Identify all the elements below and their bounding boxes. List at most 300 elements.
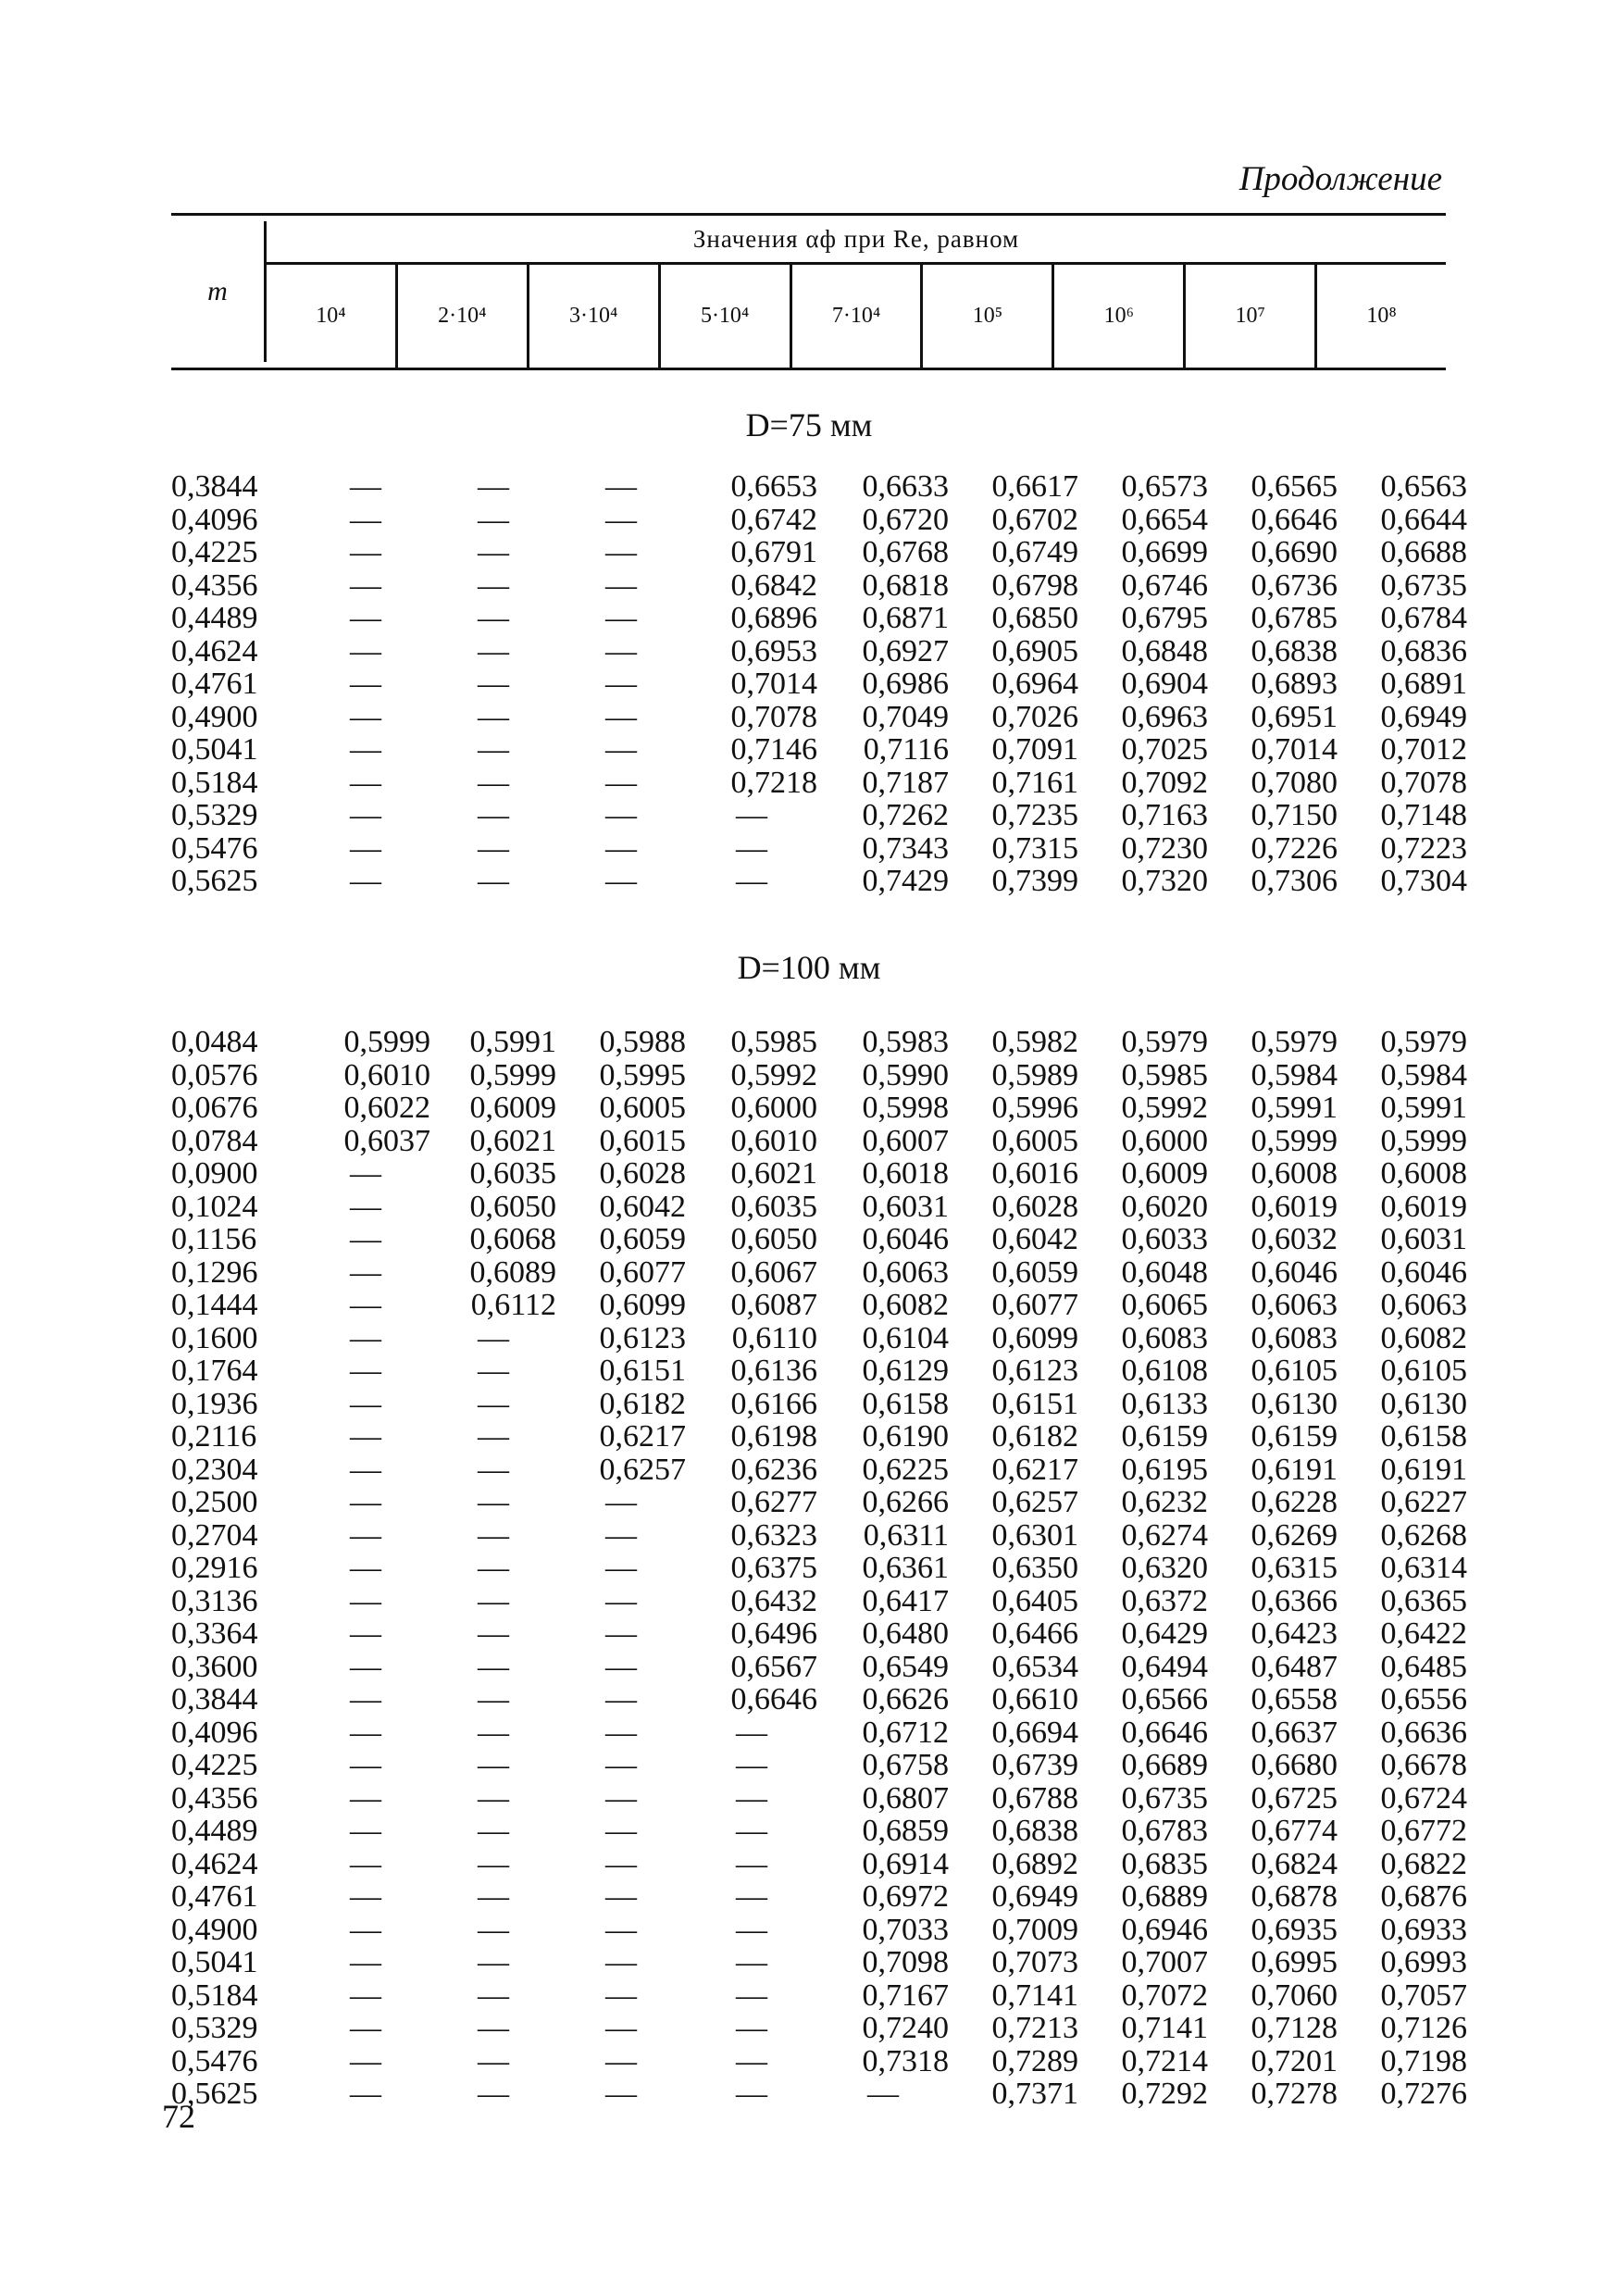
alpha-value: 0,5979 — [1121, 1025, 1208, 1059]
table-row — [171, 667, 1467, 701]
alpha-value: — — [736, 2011, 767, 2045]
alpha-value: 0,6904 — [1121, 667, 1208, 701]
alpha-value: — — [350, 1189, 381, 1224]
alpha-value: 0,6496 — [730, 1616, 817, 1651]
alpha-value: — — [605, 2077, 637, 2111]
alpha-value: 0,6236 — [730, 1452, 817, 1487]
alpha-value: 0,6850 — [991, 601, 1078, 635]
alpha-value: 0,6019 — [1380, 1189, 1467, 1224]
alpha-value: — — [478, 535, 509, 569]
alpha-value: 0,6063 — [1380, 1288, 1467, 1322]
alpha-value: 0,6963 — [1121, 699, 1208, 734]
table-row — [171, 1649, 1467, 1684]
alpha-value: — — [350, 1583, 381, 1618]
m-value: 0,3136 — [171, 1583, 258, 1618]
alpha-value: 0,5988 — [599, 1025, 686, 1059]
alpha-value: — — [605, 535, 637, 569]
alpha-value: 0,6422 — [1380, 1616, 1467, 1651]
alpha-value: 0,5991 — [1251, 1091, 1338, 1125]
alpha-value: 0,6020 — [1121, 1189, 1208, 1224]
alpha-value: 0,6065 — [1121, 1288, 1208, 1322]
alpha-value: — — [350, 633, 381, 668]
alpha-value: — — [605, 699, 637, 734]
alpha-value: 0,6059 — [991, 1254, 1078, 1290]
alpha-value: — — [605, 1649, 637, 1684]
alpha-value: 0,5992 — [1121, 1091, 1208, 1125]
alpha-value: 0,5999 — [343, 1025, 430, 1059]
alpha-value: 0,6009 — [469, 1091, 556, 1125]
alpha-value: 0,6009 — [1121, 1156, 1208, 1191]
m-column-header: m — [207, 276, 228, 306]
alpha-value: 0,6158 — [1380, 1419, 1467, 1454]
alpha-value: — — [605, 633, 637, 668]
alpha-value: — — [478, 1320, 509, 1355]
alpha-value: 0,6366 — [1251, 1583, 1338, 1618]
alpha-value: 0,7320 — [1121, 864, 1208, 898]
alpha-value: — — [605, 469, 637, 504]
alpha-value: 0,5989 — [991, 1057, 1078, 1092]
m-value: 0,4096 — [171, 1715, 258, 1750]
table-row — [171, 1025, 1467, 1059]
alpha-value: — — [350, 535, 381, 569]
alpha-value: — — [350, 1320, 381, 1355]
alpha-value: 0,7007 — [1121, 1945, 1208, 1979]
alpha-value: 0,7187 — [862, 765, 949, 800]
table-row — [171, 2011, 1467, 2045]
alpha-value: — — [350, 502, 381, 537]
alpha-value: — — [478, 2011, 509, 2045]
m-value: 0,5329 — [171, 798, 258, 832]
alpha-value: — — [478, 1846, 509, 1881]
alpha-value: 0,6232 — [1121, 1485, 1208, 1519]
alpha-value: 0,6010 — [343, 1057, 430, 1092]
alpha-value: — — [605, 732, 637, 767]
alpha-value: 0,5992 — [730, 1057, 817, 1092]
alpha-value: — — [478, 2043, 509, 2078]
alpha-value: — — [350, 1452, 381, 1487]
alpha-value: 0,6068 — [469, 1222, 556, 1256]
alpha-value: 0,6227 — [1380, 1485, 1467, 1519]
alpha-value: 0,6133 — [1121, 1386, 1208, 1421]
alpha-value: 0,6016 — [991, 1156, 1078, 1191]
alpha-value: 0,6083 — [1121, 1320, 1208, 1355]
re-column-headers — [267, 265, 1446, 368]
table-row — [171, 864, 1467, 898]
alpha-value: 0,6417 — [862, 1583, 949, 1618]
alpha-value: 0,6646 — [730, 1682, 817, 1716]
alpha-value: 0,7150 — [1251, 798, 1338, 832]
table-row — [171, 1879, 1467, 1914]
alpha-value: 0,6005 — [599, 1091, 686, 1125]
alpha-value: 0,6878 — [1251, 1879, 1338, 1914]
alpha-value: 0,6269 — [1251, 1517, 1338, 1553]
table-row — [171, 699, 1467, 734]
alpha-value: — — [350, 1551, 381, 1585]
alpha-value: — — [736, 1814, 767, 1848]
m-value: 0,4356 — [171, 1780, 258, 1816]
alpha-value: — — [478, 1682, 509, 1716]
alpha-value: 0,6905 — [991, 633, 1078, 668]
alpha-value: 0,6678 — [1380, 1748, 1467, 1782]
alpha-value: 0,6067 — [730, 1254, 817, 1290]
alpha-value: 0,6112 — [470, 1288, 556, 1322]
alpha-value: 0,6549 — [862, 1649, 949, 1684]
table-row — [171, 1354, 1467, 1388]
alpha-value: 0,6108 — [1121, 1354, 1208, 1388]
alpha-value: 0,6217 — [991, 1452, 1078, 1487]
alpha-value: — — [350, 2011, 381, 2045]
alpha-value: 0,6724 — [1380, 1780, 1467, 1816]
re-column-header: 10⁸ — [1314, 265, 1446, 368]
alpha-value: 0,6046 — [862, 1222, 949, 1256]
table-row — [171, 1452, 1467, 1487]
re-column-header: 10⁵ — [920, 265, 1052, 368]
alpha-value: 0,6636 — [1380, 1715, 1467, 1750]
alpha-value: — — [605, 1748, 637, 1782]
alpha-value: 0,6089 — [469, 1254, 556, 1290]
alpha-value: — — [605, 1945, 637, 1979]
alpha-value: 0,6466 — [991, 1616, 1078, 1651]
alpha-value: 0,6637 — [1251, 1715, 1338, 1750]
alpha-value: 0,6105 — [1251, 1354, 1338, 1388]
m-value: 0,0900 — [171, 1156, 258, 1191]
alpha-value: 0,6042 — [599, 1189, 686, 1224]
alpha-value: 0,6032 — [1251, 1222, 1338, 1256]
alpha-value: 0,6889 — [1121, 1879, 1208, 1914]
alpha-value: — — [350, 1386, 381, 1421]
alpha-value: 0,6610 — [991, 1682, 1078, 1716]
m-value: 0,4489 — [171, 601, 258, 635]
alpha-value: 0,5982 — [991, 1025, 1078, 1059]
alpha-value: 0,6191 — [1380, 1452, 1467, 1487]
alpha-value: 0,6953 — [730, 633, 817, 668]
alpha-value: — — [605, 2011, 637, 2045]
alpha-value: 0,6130 — [1251, 1386, 1338, 1421]
alpha-value: 0,6077 — [599, 1254, 686, 1290]
alpha-value: — — [478, 1551, 509, 1585]
alpha-value: 0,7060 — [1251, 1978, 1338, 2013]
alpha-value: 0,6822 — [1380, 1846, 1467, 1881]
alpha-value: 0,6784 — [1380, 601, 1467, 635]
table-row — [171, 568, 1467, 603]
m-value: 0,4096 — [171, 502, 258, 537]
alpha-value: — — [350, 1354, 381, 1388]
m-value: 0,2500 — [171, 1485, 258, 1519]
alpha-value: 0,6151 — [991, 1386, 1078, 1421]
alpha-value: 0,6993 — [1380, 1945, 1467, 1979]
m-value: 0,5041 — [171, 732, 258, 767]
alpha-value: — — [350, 830, 381, 866]
alpha-value: — — [867, 2077, 899, 2111]
alpha-value: 0,7057 — [1380, 1978, 1467, 2013]
alpha-value: 0,7014 — [1251, 732, 1338, 767]
alpha-value: 0,5983 — [862, 1025, 949, 1059]
alpha-value: 0,6042 — [991, 1222, 1078, 1256]
alpha-value: — — [478, 1485, 509, 1519]
table-row — [171, 1419, 1467, 1454]
alpha-value: 0,7080 — [1251, 765, 1338, 800]
alpha-value: 0,7128 — [1251, 2011, 1338, 2045]
table-row — [171, 1814, 1467, 1848]
alpha-value: — — [350, 1156, 381, 1191]
alpha-value: — — [736, 1780, 767, 1816]
table-header — [171, 213, 1446, 370]
alpha-value: 0,7026 — [991, 699, 1078, 734]
alpha-value: — — [478, 1354, 509, 1388]
m-value: 0,0484 — [171, 1025, 258, 1059]
alpha-value: — — [605, 1682, 637, 1716]
alpha-value: 0,7371 — [991, 2077, 1078, 2111]
alpha-value: 0,6159 — [1251, 1419, 1338, 1454]
alpha-value: 0,6788 — [991, 1780, 1078, 1816]
m-value: 0,5476 — [171, 2043, 258, 2078]
alpha-value: 0,6405 — [991, 1583, 1078, 1618]
alpha-value: — — [478, 2077, 509, 2111]
alpha-value: 0,6783 — [1121, 1814, 1208, 1848]
alpha-value: 0,5995 — [599, 1057, 686, 1092]
alpha-value: 0,6646 — [1251, 502, 1338, 537]
alpha-value: — — [350, 568, 381, 603]
alpha-value: 0,6104 — [862, 1320, 949, 1355]
alpha-value: 0,6350 — [991, 1551, 1078, 1585]
alpha-value: — — [478, 1912, 509, 1947]
alpha-value: — — [736, 1748, 767, 1782]
alpha-value: 0,5990 — [862, 1057, 949, 1092]
alpha-value: — — [605, 864, 637, 898]
m-value: 0,4489 — [171, 1814, 258, 1848]
m-value: 0,2704 — [171, 1517, 258, 1553]
alpha-value: 0,5984 — [1251, 1057, 1338, 1092]
alpha-value: 0,6087 — [730, 1288, 817, 1322]
alpha-value: — — [736, 798, 767, 832]
alpha-value: 0,6995 — [1251, 1945, 1338, 1979]
alpha-value: 0,6225 — [862, 1452, 949, 1487]
alpha-value: 0,6567 — [730, 1649, 817, 1684]
alpha-value: 0,6876 — [1380, 1879, 1467, 1914]
alpha-value: 0,6736 — [1251, 568, 1338, 603]
m-value: 0,4900 — [171, 699, 258, 734]
alpha-value: 0,6892 — [991, 1846, 1078, 1881]
alpha-value: — — [736, 1945, 767, 1979]
alpha-value: 0,6946 — [1121, 1912, 1208, 1947]
alpha-value: — — [605, 601, 637, 635]
alpha-value: 0,6768 — [862, 535, 949, 569]
table-row — [171, 830, 1467, 866]
m-value: 0,5041 — [171, 1945, 258, 1979]
table-row — [171, 1156, 1467, 1191]
table-row — [171, 798, 1467, 832]
alpha-value: — — [350, 1254, 381, 1290]
alpha-value: 0,7240 — [862, 2011, 949, 2045]
alpha-value: 0,6110 — [731, 1320, 817, 1355]
alpha-value: — — [350, 798, 381, 832]
alpha-value: 0,7201 — [1251, 2043, 1338, 2078]
m-value: 0,5476 — [171, 830, 258, 866]
alpha-value: 0,6018 — [862, 1156, 949, 1191]
m-value: 0,0576 — [171, 1057, 258, 1092]
alpha-value: 0,7318 — [862, 2043, 949, 2078]
alpha-value: 0,6842 — [730, 568, 817, 603]
alpha-value: 0,6720 — [862, 502, 949, 537]
m-value: 0,0676 — [171, 1091, 258, 1125]
alpha-value: 0,7033 — [862, 1912, 949, 1947]
alpha-value: 0,6749 — [991, 535, 1078, 569]
alpha-value: — — [478, 502, 509, 537]
alpha-value: 0,7343 — [862, 830, 949, 866]
alpha-value: 0,6021 — [469, 1123, 556, 1158]
alpha-value: 0,6266 — [862, 1485, 949, 1519]
alpha-value: 0,6848 — [1121, 633, 1208, 668]
alpha-value: 0,7429 — [862, 864, 949, 898]
alpha-value: 0,6136 — [730, 1354, 817, 1388]
alpha-value: 0,6859 — [862, 1814, 949, 1848]
alpha-value: — — [350, 1912, 381, 1947]
re-group-title: Значения αф при Re, равном — [267, 216, 1446, 265]
m-value: 0,4761 — [171, 1879, 258, 1914]
alpha-value: — — [736, 1912, 767, 1947]
alpha-value: — — [350, 1517, 381, 1553]
alpha-value: — — [478, 1386, 509, 1421]
alpha-value: 0,6566 — [1121, 1682, 1208, 1716]
alpha-value: — — [478, 633, 509, 668]
alpha-value: — — [478, 1945, 509, 1979]
alpha-value: 0,6158 — [862, 1386, 949, 1421]
alpha-value: 0,6191 — [1251, 1452, 1338, 1487]
alpha-value: 0,6735 — [1121, 1780, 1208, 1816]
alpha-value: — — [350, 601, 381, 635]
alpha-value: 0,6565 — [1251, 469, 1338, 504]
alpha-value: 0,6190 — [862, 1419, 949, 1454]
alpha-value: 0,7198 — [1380, 2043, 1467, 2078]
m-value: 0,5184 — [171, 765, 258, 800]
table-row — [171, 1091, 1467, 1125]
alpha-value: — — [736, 2043, 767, 2078]
alpha-value: 0,6617 — [991, 469, 1078, 504]
alpha-value: — — [478, 1649, 509, 1684]
alpha-value: 0,6927 — [862, 633, 949, 668]
alpha-value: — — [350, 2043, 381, 2078]
table-row — [171, 765, 1467, 800]
alpha-value: 0,5984 — [1380, 1057, 1467, 1092]
table-row — [171, 1912, 1467, 1947]
alpha-value: 0,6311 — [863, 1517, 949, 1553]
alpha-value: — — [605, 1485, 637, 1519]
alpha-value: — — [605, 1583, 637, 1618]
alpha-value: 0,6556 — [1380, 1682, 1467, 1716]
alpha-value: — — [350, 1616, 381, 1651]
alpha-value: 0,6774 — [1251, 1814, 1338, 1848]
alpha-value: 0,6712 — [862, 1715, 949, 1750]
alpha-value: 0,6033 — [1121, 1222, 1208, 1256]
alpha-value: 0,7167 — [862, 1978, 949, 2013]
alpha-value: 0,6758 — [862, 1748, 949, 1782]
table-row — [171, 2043, 1467, 2078]
alpha-value: 0,6689 — [1121, 1748, 1208, 1782]
alpha-value: 0,7214 — [1121, 2043, 1208, 2078]
m-value: 0,2304 — [171, 1452, 258, 1487]
alpha-value: 0,6838 — [1251, 633, 1338, 668]
alpha-value: 0,6694 — [991, 1715, 1078, 1750]
table-row — [171, 1386, 1467, 1421]
m-value: 0,4225 — [171, 535, 258, 569]
alpha-value: 0,6008 — [1380, 1156, 1467, 1191]
alpha-value: 0,6933 — [1380, 1912, 1467, 1947]
alpha-value: 0,7304 — [1380, 864, 1467, 898]
table-row — [171, 535, 1467, 569]
alpha-value: 0,6159 — [1121, 1419, 1208, 1454]
alpha-value: 0,6699 — [1121, 535, 1208, 569]
alpha-value: — — [350, 2077, 381, 2111]
m-value: 0,3600 — [171, 1649, 258, 1684]
alpha-value: 0,7078 — [1380, 765, 1467, 800]
alpha-value: — — [478, 1879, 509, 1914]
alpha-value: 0,6725 — [1251, 1780, 1338, 1816]
alpha-value: — — [605, 568, 637, 603]
alpha-value: 0,7025 — [1121, 732, 1208, 767]
alpha-value: 0,7141 — [1121, 2011, 1208, 2045]
alpha-value: 0,7014 — [730, 667, 817, 701]
alpha-value: — — [478, 1452, 509, 1487]
alpha-value: — — [350, 732, 381, 767]
alpha-value: — — [350, 765, 381, 800]
table-row — [171, 1846, 1467, 1881]
m-value: 0,5184 — [171, 1978, 258, 2013]
alpha-value: — — [736, 1978, 767, 2013]
alpha-value: 0,6105 — [1380, 1354, 1467, 1388]
re-column-header: 10⁶ — [1052, 265, 1183, 368]
table-row — [171, 732, 1467, 767]
alpha-value: 0,5999 — [469, 1057, 556, 1092]
alpha-value: 0,6824 — [1251, 1846, 1338, 1881]
alpha-value: 0,6182 — [599, 1386, 686, 1421]
alpha-value: 0,6082 — [1380, 1320, 1467, 1355]
alpha-value: 0,5999 — [1380, 1123, 1467, 1158]
m-value: 0,1444 — [171, 1288, 258, 1322]
alpha-value: 0,6048 — [1121, 1254, 1208, 1290]
alpha-value: 0,6077 — [991, 1288, 1078, 1322]
alpha-value: 0,6644 — [1380, 502, 1467, 537]
re-column-header: 3·10⁴ — [527, 265, 658, 368]
alpha-value: 0,6037 — [343, 1123, 430, 1158]
alpha-value: 0,6277 — [730, 1485, 817, 1519]
m-value: 0,4624 — [171, 633, 258, 668]
alpha-value: 0,6480 — [862, 1616, 949, 1651]
alpha-value: 0,6028 — [599, 1156, 686, 1191]
alpha-value: 0,6130 — [1380, 1386, 1467, 1421]
table-row — [171, 502, 1467, 537]
alpha-value: — — [605, 1517, 637, 1553]
alpha-value: 0,6182 — [991, 1419, 1078, 1454]
alpha-value: 0,6301 — [991, 1517, 1078, 1553]
alpha-value: — — [478, 699, 509, 734]
alpha-value: 0,7009 — [991, 1912, 1078, 1947]
alpha-value: 0,7226 — [1251, 830, 1338, 866]
alpha-value: 0,6795 — [1121, 601, 1208, 635]
alpha-value: 0,7218 — [730, 765, 817, 800]
alpha-value: 0,6791 — [730, 535, 817, 569]
alpha-value: 0,7092 — [1121, 765, 1208, 800]
re-column-header: 10⁴ — [316, 304, 346, 328]
m-value: 0,1936 — [171, 1386, 258, 1421]
alpha-value: 0,6314 — [1380, 1551, 1467, 1585]
alpha-value: 0,7049 — [862, 699, 949, 734]
table-row — [171, 633, 1467, 668]
alpha-value: 0,6951 — [1251, 699, 1338, 734]
table-row — [171, 1945, 1467, 1979]
table-row — [171, 1485, 1467, 1519]
alpha-value: — — [350, 1978, 381, 2013]
alpha-value: 0,7091 — [991, 732, 1078, 767]
